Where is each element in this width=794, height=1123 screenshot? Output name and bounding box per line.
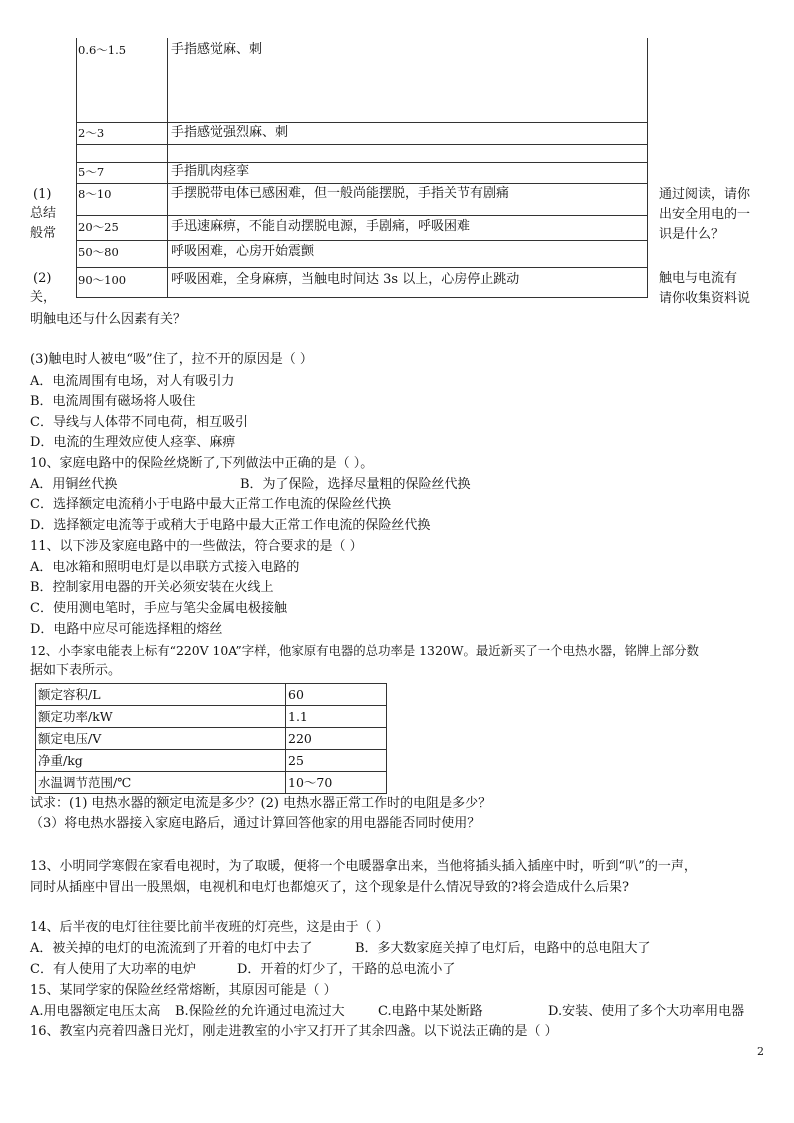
table-row-divider xyxy=(76,267,648,268)
table-cell-effect: 呼吸困难，心房开始震颤 xyxy=(171,244,315,259)
page-number: 2 xyxy=(757,1045,764,1058)
option: A．电流周围有电场，对人有吸引力 xyxy=(30,374,235,389)
option: C．选择额定电流稍小于电路中最大正常工作电流的保险丝代换 xyxy=(30,497,391,512)
question-2-right-text: 请你收集资料说 xyxy=(659,291,751,306)
table-cell-current: 20～25 xyxy=(78,220,119,234)
table-row-divider xyxy=(76,240,648,241)
option: B．控制家用电器的开关必须安装在火线上 xyxy=(30,580,274,595)
table-border-right xyxy=(647,38,648,298)
question-1-right-text: 识是什么？ xyxy=(659,227,725,242)
question-1-right-text: 出安全用电的一 xyxy=(659,207,751,222)
spec-label: 水温调节范围/℃ xyxy=(36,772,286,794)
question-13-text: 同时从插座中冒出一股黑烟，电视机和电灯也都熄灭了，这个现象是什么情况导致的?将会造成什么后果? xyxy=(30,880,629,895)
table-row-divider xyxy=(76,122,648,123)
table-border-left xyxy=(76,38,77,298)
option: B．电流周围有磁场将人吸住 xyxy=(30,394,196,409)
table-cell-effect: 手指感觉强烈麻、刺 xyxy=(171,125,289,140)
spec-value: 10～70 xyxy=(286,772,387,794)
spec-value: 1.1 xyxy=(286,706,387,728)
option: D．选择额定电流等于或稍大于电路中最大正常工作电流的保险丝代换 xyxy=(30,518,431,533)
spec-value: 60 xyxy=(286,684,387,706)
option: A.用电器额定电压太高 xyxy=(30,1004,161,1019)
table-row-divider xyxy=(76,215,648,216)
table-border-bottom xyxy=(76,297,648,298)
question-2-number: (2) xyxy=(33,271,52,286)
option: B．为了保险，选择尽量粗的保险丝代换 xyxy=(240,477,471,492)
table-cell-current: 90～100 xyxy=(78,273,127,287)
question-10-stem: 10、家庭电路中的保险丝烧断了,下列做法中正确的是（ ）。 xyxy=(30,456,374,471)
question-12-stem: 12、小李家电能表上标有“220V 10A”字样，他家原有电器的总功率是 1320W。最近新买了一个电热水器，铭牌上部分数 xyxy=(30,643,699,658)
option: C．导线与人体带不同电荷，相互吸引 xyxy=(30,415,248,430)
question-13-text: 13、小明同学寒假在家看电视时，为了取暖，便将一个电暖器拿出来，当他将插头插入插座中时，听到“叭”的一声， xyxy=(30,859,697,874)
question-12-ask: （3）将电热水器接入家庭电路后，通过计算回答他家的用电器能否同时使用？ xyxy=(30,816,481,831)
option: C.电路中某处断路 xyxy=(378,1004,483,1019)
question-3-stem: (3)触电时人被电“吸”住了，拉不开的原因是（ ） xyxy=(30,352,313,367)
table-row xyxy=(36,772,387,794)
question-2-text: 关， xyxy=(30,290,57,305)
table-cell-effect: 手指感觉麻、刺 xyxy=(171,42,263,57)
table-cell-current: 5～7 xyxy=(78,165,105,179)
table-cell-effect: 手迅速麻痹，不能自动摆脱电源，手剧痛，呼吸困难 xyxy=(171,219,471,234)
question-15-stem: 15、某同学家的保险丝经常熔断，其原因可能是（ ） xyxy=(30,983,337,998)
option: D．电流的生理效应使人痉挛、麻痹 xyxy=(30,435,236,450)
table-row xyxy=(36,728,387,750)
spec-value: 220 xyxy=(286,728,387,750)
question-16-stem: 16、教室内亮着四盏日光灯，刚走进教室的小宇又打开了其余四盏。以下说法正确的是（ ） xyxy=(30,1024,558,1039)
table-row-divider xyxy=(76,183,648,184)
question-14-stem: 14、后半夜的电灯往往要比前半夜班的灯亮些，这是由于（ ） xyxy=(30,920,389,935)
question-11-stem: 11、以下涉及家庭电路中的一些做法，符合要求的是（ ） xyxy=(30,539,363,554)
option: A．被关掉的电灯的电流流到了开着的电灯中去了 xyxy=(30,941,313,956)
table-cell-current: 0.6～1.5 xyxy=(78,43,127,57)
option: A．用铜丝代换 xyxy=(30,477,118,492)
option: A．电冰箱和照明电灯是以串联方式接入电路的 xyxy=(30,560,300,575)
table-row-divider xyxy=(76,144,648,145)
question-1-text: 总结 xyxy=(30,206,57,221)
spec-label: 净重/kg xyxy=(36,750,286,772)
table-row-divider xyxy=(76,162,648,163)
spec-label: 额定功率/kW xyxy=(36,706,286,728)
question-1-right-text: 通过阅读，请你 xyxy=(659,187,751,202)
spec-value: 25 xyxy=(286,750,387,772)
heater-spec-table xyxy=(35,683,387,794)
option: D.安装、使用了多个大功率用电器 xyxy=(548,1004,745,1019)
option: D．开着的灯少了，干路的总电流小了 xyxy=(237,962,456,977)
option: B.保险丝的允许通过电流过大 xyxy=(175,1004,345,1019)
table-cell-current: 50～80 xyxy=(78,245,119,259)
table-cell-effect: 手摆脱带电体已感困难，但一般尚能摆脱，手指关节有剧痛 xyxy=(171,186,510,201)
table-cell-current: 8～10 xyxy=(78,187,112,201)
question-12-stem: 据如下表所示。 xyxy=(30,663,122,678)
option: C．有人使用了大功率的电炉 xyxy=(30,962,196,977)
option: D．电路中应尽可能选择粗的熔丝 xyxy=(30,622,223,637)
question-2-continuation: 明触电还与什么因素有关？ xyxy=(30,312,187,327)
option: B．多大数家庭关掉了电灯后，电路中的总电阻大了 xyxy=(355,941,651,956)
spec-label: 额定电压/V xyxy=(36,728,286,750)
table-cell-effect: 呼吸困难，全身麻痹，当触电时间达 3s 以上，心房停止跳动 xyxy=(171,272,520,287)
question-1-number: (1) xyxy=(33,187,52,202)
table-cell-effect: 手指肌肉痉挛 xyxy=(171,164,250,179)
table-row xyxy=(36,706,387,728)
table-column-divider xyxy=(167,38,168,298)
question-2-right-text: 触电与电流有 xyxy=(659,271,738,286)
table-cell-current: 2～3 xyxy=(78,126,105,140)
question-12-ask: 试求：(1) 电热水器的额定电流是多少？(2) 电热水器正常工作时的电阻是多少？ xyxy=(30,796,492,811)
table-row xyxy=(36,750,387,772)
table-row xyxy=(36,684,387,706)
spec-label: 额定容积/L xyxy=(36,684,286,706)
option: C．使用测电笔时，手应与笔尖金属电极接触 xyxy=(30,601,287,616)
question-1-text: 般常 xyxy=(30,226,57,241)
current-effect-table xyxy=(76,38,648,298)
